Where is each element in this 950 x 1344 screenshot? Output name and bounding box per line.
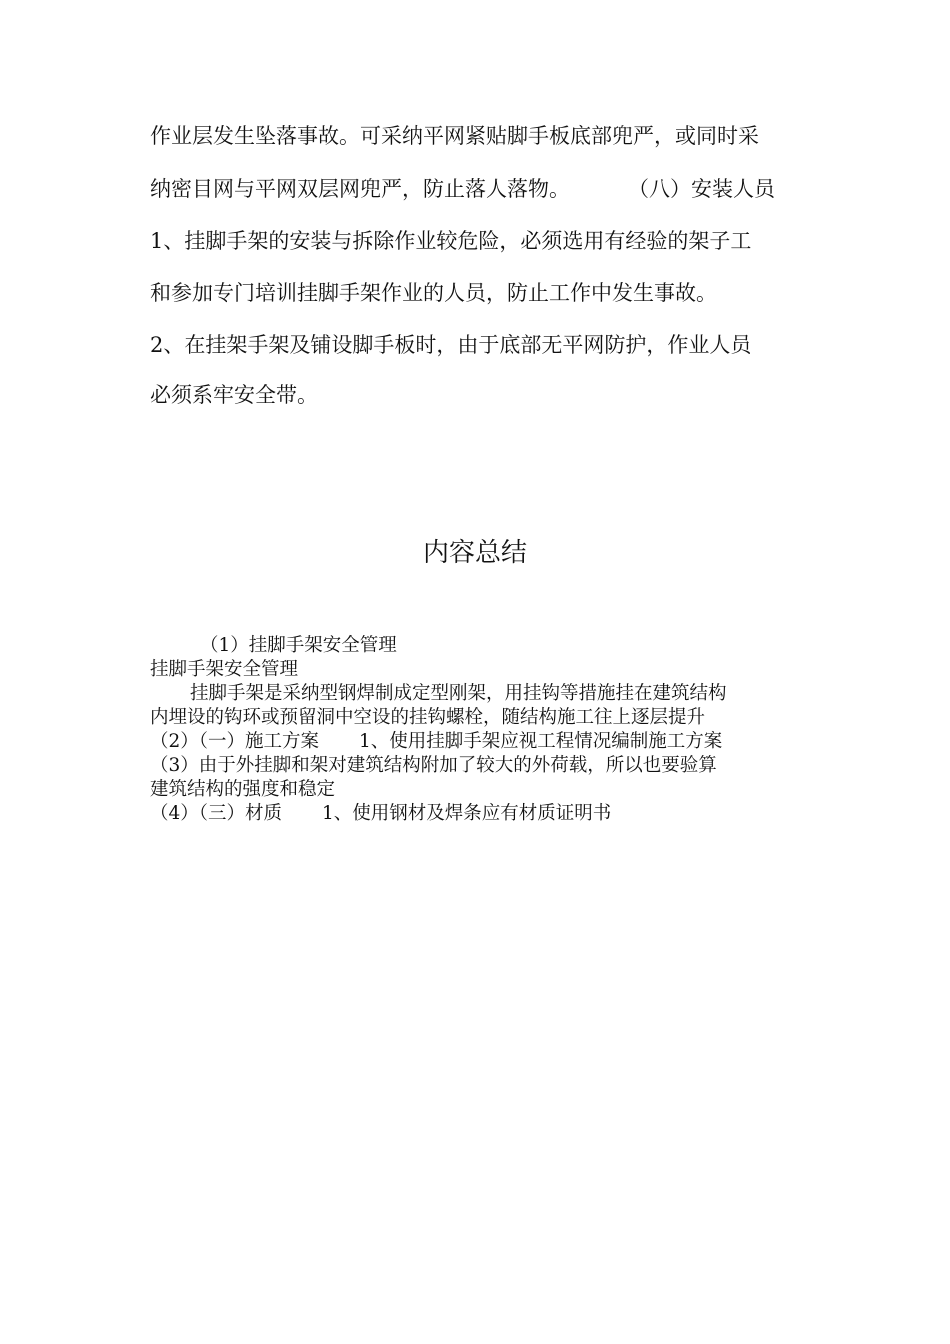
summary-item: （1）挂脚手架安全管理 bbox=[200, 635, 397, 656]
summary-item: 建筑结构的强度和稳定 bbox=[150, 779, 336, 800]
body-line: 2、在挂架手架及铺设脚手板时，由于底部无平网防护，作业人员 bbox=[150, 333, 752, 357]
summary-item-label: （2）（一）施工方案 bbox=[150, 731, 320, 752]
body-line: 和参加专门培训挂脚手架作业的人员，防止工作中发生事故。 bbox=[150, 281, 717, 305]
summary-item-text: 1、使用钢材及焊条应有材质证明书 bbox=[322, 803, 612, 824]
summary-item-text: 1、使用挂脚手架应视工程情况编制施工方案 bbox=[359, 731, 723, 752]
summary-paragraph: 内埋设的钩环或预留洞中空设的挂钩螺栓，随结构施工往上逐层提升 bbox=[150, 707, 706, 728]
summary-item-label: （4）（三）材质 bbox=[150, 803, 283, 824]
body-line bbox=[150, 174, 810, 204]
summary-item bbox=[150, 802, 810, 826]
summary-paragraph: 挂脚手架是采纳型钢焊制成定型刚架，用挂钩等措施挂在建筑结构 bbox=[190, 683, 727, 704]
body-line: 作业层发生坠落事故。可采纳平网紧贴脚手板底部兜严，或同时采 bbox=[150, 124, 759, 148]
body-line: 1、挂脚手架的安装与拆除作业较危险，必须选用有经验的架子工 bbox=[150, 229, 752, 253]
body-text: 纳密目网与平网双层网兜严，防止落人落物。 bbox=[150, 177, 570, 201]
body-line: 必须系牢安全带。 bbox=[150, 383, 318, 407]
summary-subheading: 挂脚手架安全管理 bbox=[150, 659, 299, 680]
summary-item: （3）由于外挂脚和架对建筑结构附加了较大的外荷载，所以也要验算 bbox=[150, 755, 717, 776]
summary-block bbox=[150, 634, 810, 826]
summary-title: 内容总结 bbox=[422, 538, 527, 568]
section-heading: （八）安装人员 bbox=[628, 177, 775, 201]
summary-item bbox=[150, 730, 810, 754]
